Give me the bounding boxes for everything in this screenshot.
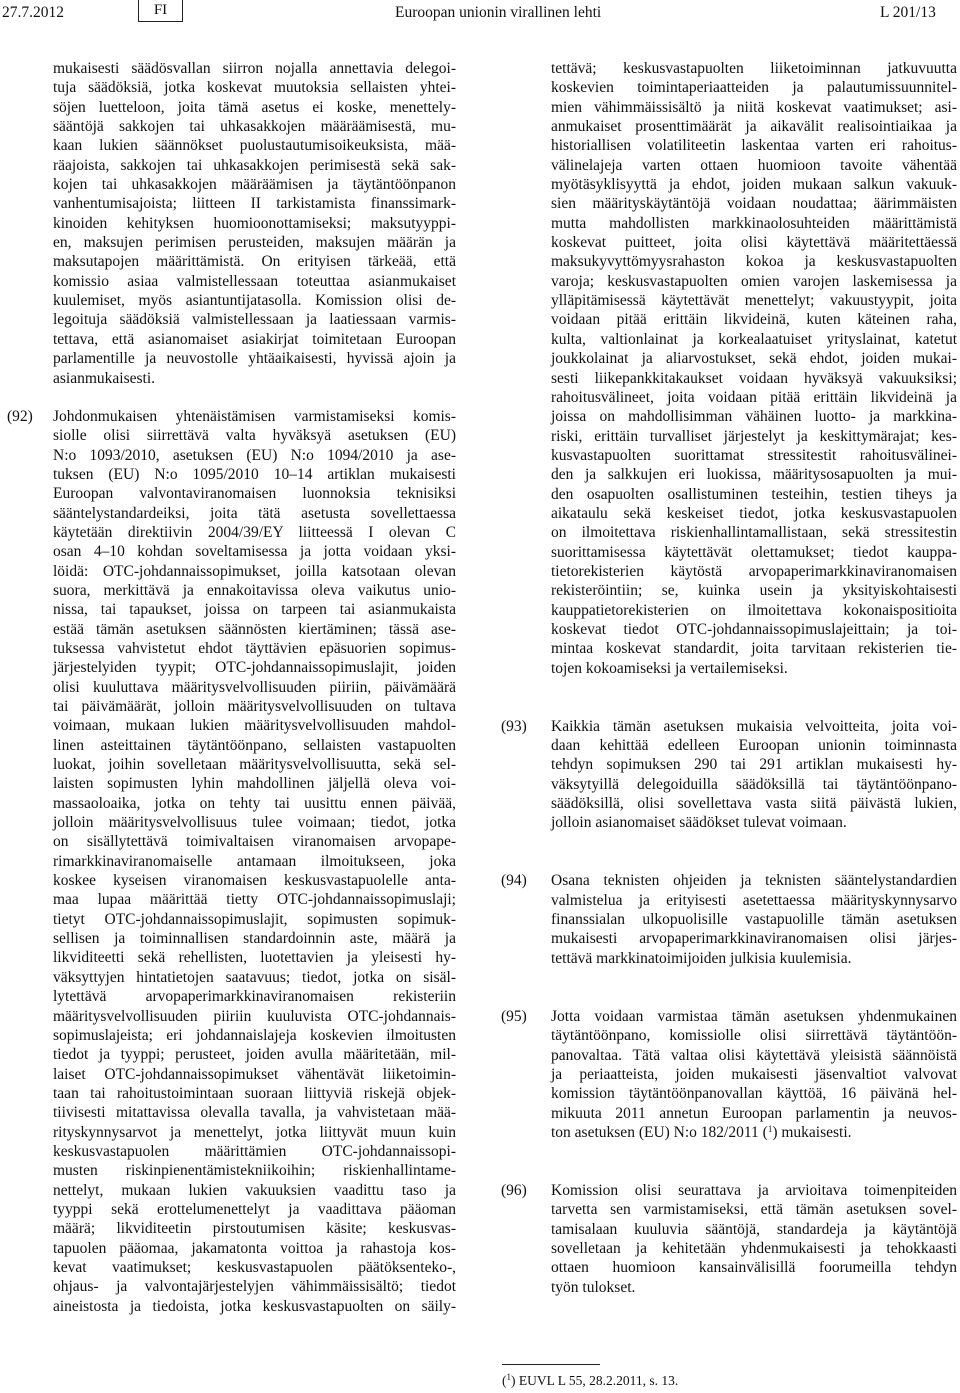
recital-text [53,407,456,1316]
text-line: on ilmoitettava riskienhallintamallistaan, sekä stressitestin [551,524,957,542]
text-line: mintaa koskevat standardit, joita tarvitaan rekisterien tie- [551,640,957,658]
text-line: valmistelua ja erityisesti asetettaessa määrityskynnysarvo [551,891,957,909]
text-line: tettävä; keskusvastapuolten liiketoiminnan jatkuvuutta [551,60,957,77]
text-line: säädöksillä, olisi sovellettava vasta siitä päivästä lukien, [551,795,957,813]
recital-92 [7,407,456,1316]
text-line: tietorekisterien käytöstä arvopaperimarkkinaviranomaisen [551,562,957,580]
text-line: kuulemiset, myös asiantuntijatasolla. Komission olisi de- [53,292,456,310]
text-line: tettävä markkinatoimijoiden julkisia kuulemisia. [551,949,852,967]
text-line: tehdyn sopimuksen 290 tai 291 artiklan mukaisesti hy- [551,756,957,774]
text-line: ylläpitämisessä käytettävät menettelyt; vakuustyypit, joita [551,292,957,310]
text-line: riski, erittäin turvalliset järjestelyt ja keskittymärajat; kes- [551,427,957,445]
text-line: den ja salkkujen eri luokissa, määritysosapuolten ja mui- [551,466,957,484]
language-badge: FI [138,0,183,22]
text-line: koskevien toimintaperiaatteiden ja palautumissuunnitel- [551,79,957,97]
text-line: koskevat tiedot OTC-johdannaissopimuslajeittain; ja toi- [551,620,957,638]
text-line: legoituja säädöksiä valmistellessaan ja laatiessaan varmis- [53,311,456,329]
text-line: söjen luetteloon, joita tämä asetus ei koske, menettely- [53,98,456,116]
text-line: vanhentumisajoista; liitteen II tarkistamista finanssimark- [53,195,456,213]
text-line: koskevat puitteet, joita olisi käytettävä määritettäessä [551,234,957,252]
text-line: osan 4–10 kohdan soveltamisessa ja jotta voidaan yksi- [53,543,456,561]
text-line: daan kehittää edelleen Euroopan unionin toiminnasta [551,737,957,755]
text-line: kinoiden kehityksen huomioonottamiseksi; maksutyyppi- [53,214,456,232]
text-line: panovaltaa. Tätä valtaa olisi käytettävä yleisistä säännöistä [551,1046,957,1064]
text-line: sien määrityskäytäntöjä voidaan noudattaa; äärimmäisten [551,195,957,213]
text-line: Euroopan valvontaviranomaisen luonnoksia teknisiksi [53,485,456,503]
text-line: järjestelyiden tyypit; OTC-johdannaissopimuslajit, joiden [53,659,456,677]
footnote-divider [502,1364,600,1365]
text-line: nissa, tai tapaukset, joissa on tarpeen tai asianmukaista [53,601,456,619]
text-line: maksutapojen määrittämistä. On erityisen tärkeää, että [53,253,456,271]
text-line: tettava, että asianomaiset asiakirjat toimitetaan Euroopan [53,330,456,348]
text-line: tietyt OTC-johdannaissopimuslajit, sopimusten sopimuk- [53,910,456,928]
text-line: linen asteittainen täytäntöönpano, sellaisten vastapuolten [53,736,456,754]
text-line: Osana teknisten ohjeiden ja teknisten sääntelystandardien [551,872,957,890]
text-line: aikataulu sekä keskeiset tiedot, jotka keskusvastapuolen [551,504,957,522]
text-line: mukaisesti säädösvallan siirron nojalla annettavia delegoi- [53,60,456,77]
text-line: Johdonmukaisen yhtenäistämisen varmistamiseksi komis- [53,407,456,425]
recital-text [551,1181,957,1297]
text-line: voimaan, mukaan lukien määritysvelvollisuuden mahdol- [53,717,456,735]
left-column [7,59,456,1316]
text-line: laiset OTC-johdannaissopimukset vähentävät liiketoimin- [53,1065,456,1083]
text-line: tai päivämäärät, jolloin määritysvelvollisuuden on tultava [53,698,456,715]
text-line: nettelyt, mukaan lukien vakuuksien vaadittu taso ja [53,1181,456,1199]
text-line: sellisen ja toiminnallisen standardoinnin aste, määrä ja [53,930,456,948]
recital-number: (93) [501,717,527,735]
journal-title: Euroopan unionin virallinen lehti [395,4,602,21]
text-line: tyyppi sekä erottelumenettelyt ja vaadittava pääoman [53,1200,456,1218]
text-line: den osapuolten osallistuminen testeihin, testien tiheys ja [551,485,957,503]
text-line: myötäsyklisyyttä ja ehdot, joiden mukaan salkun vakuuk- [551,176,957,194]
text-line: sääntöjä sakkojen tai uhkasakkojen määräämisestä, mu- [53,118,456,136]
text-line: voidaan pitää erittäin likvideinä, kuten käteinen raha, [551,311,957,329]
text-line: täytäntöönpano, komissiolle olisi siirrettävä täytäntöön- [551,1027,957,1045]
text-line: käytetään direktiivin 2004/39/EY liitteessä I olevan C [53,523,456,541]
header-date: 27.7.2012 [2,4,64,21]
text-line: kaan lukien säännökset puolustautumisoikeuksista, mää- [53,137,456,155]
text-line: mukaisesti arvopaperimarkkinaviranomaisen olisi järjes- [551,930,957,948]
recital-93 [501,717,957,833]
recital-number: (94) [501,872,527,890]
text-line: tiedot ja tyyppi; perusteet, joiden avulla määritetään, mil- [53,1046,456,1064]
text-line: finanssialan ulkopuolisille vastapuolille tämän asetuksen [551,911,957,929]
text-line: mien vähimmäissisältö ja niitä koskevat vaatimukset; asi- [551,98,957,116]
recital-96 [501,1181,957,1297]
footnote: ($^1$) EUVL L 55, 28.2.2011, s. 13. [502,1372,679,1388]
text-line: likviditeetti sekä rehellisten, luotettavien ja yleisesti hy- [53,949,456,967]
text-line: kulta, valtionlainat ja korkealaatuiset yrityslainat, katetut [551,330,957,348]
text-line: historiallisen volatiliteetin laskentaa varten eri rahoitus- [551,137,957,155]
text-line: tuksen (EU) N:o 1095/2010 10–14 artiklan mukaisesti [53,465,456,483]
text-line: tuja säädöksiä, jotka koskevat muutoksia sellaisten yhtei- [53,79,456,97]
text-line: kauppatietorekisterien on ilmoitettava kokonaispositioita [551,601,957,619]
recital-94 [501,871,957,968]
text-line: väksytyillä delegoiduilla säädöksillä tai täytäntöönpano- [551,775,957,793]
text-line: jolloin asianomaiset säädökset tulevat voimaan. [551,814,847,832]
text-line: ohjaus- ja valvontajärjestelyjen vähimmäissisältö; tiedot [53,1278,456,1296]
text-line: suora, merkittävä ja ennakoitavissa oleva vaikutus unio- [53,581,456,599]
text-line: maa lupaa määrittää tietty OTC-johdannaissopimuslaji; [53,891,456,909]
recital-text [551,871,957,968]
text-line: tuksessa vahvistetut ehdot täyttävien epäsuorien sopimus- [53,639,456,657]
text-line: mutta mahdollisten markkinaolosuhteiden määrittämistä [551,214,957,232]
text-line: työn tulokset. [551,1278,636,1296]
text-line: N:o 1093/2010, asetuksen (EU) N:o 1094/2010 ja ase- [53,446,456,464]
text-line: sesti liikepankkitakaukset voidaan hyväksyä vakuuksiksi; [551,369,957,387]
text-line: aineistosta ja tiedoista, jotka keskusvastapuolten on säily- [53,1297,456,1315]
text-line: Komission olisi seurattava ja arvioitava toimenpiteiden [551,1181,957,1199]
text-line: on sisällytettävä toimivaltaisen viranomaisen arvopape- [53,833,456,851]
text-line: siolle olisi siirrettävä valta hyväksyä asetuksen (EU) [53,427,456,445]
text-line: kojen tai uhkasakkojen määräämisen ja täytäntöönpanon [53,176,456,194]
text-line: varoja; keskusvastapuolten omien varojen laskemisessa ja [551,272,957,290]
text-line: joukkolainat ja aliarvostukset, sekä ehdot, joiden mukai- [551,350,957,368]
text-line: sopimuslajeista; eri johdannaislajeja koskevien ilmoitusten [53,1026,456,1044]
right-column [501,59,957,1297]
text-line: suorittamisessa käytettävät olettamukset; tiedot kauppa- [551,543,957,561]
text-line: Kaikkia tämän asetuksen mukaisia velvoitteita, joita voi- [551,717,957,735]
text-line: laisten sopimusten lyhin mahdollinen jäljellä oleva voi- [53,775,456,793]
page-header [0,0,960,30]
text-line: lytettävä arvopaperimarkkinaviranomaisen rekisteriin [53,988,456,1006]
text-line: komission täytäntöönpanovallan käyttöä, 16 päivänä hel- [551,1085,957,1103]
text-line: en, maksujen perimisen perusteiden, maksujen määrän ja [53,234,456,252]
text-line: Jotta voidaan varmistaa tämän asetuksen yhdenmukainen [551,1007,957,1025]
text-line: rityskynnysarvot ja menettelyt, jotka liittyvät muun kuin [53,1123,456,1141]
recital-text [551,717,957,833]
text-line: jolloin määritysvelvollisuus tulee voimaan; tiedot, jotka [53,814,456,832]
text-line: rahoitusvälineet, joita voidaan pitää erittäin likvideinä ja [551,388,957,406]
text-line: musten riskinpienentämistekniikoihin; riskienhallintame- [53,1162,456,1180]
text-line: ottaen huomioon kansainvälisillä foorumeilla tehdyn [551,1259,957,1277]
text-line: tarvetta sen varmistamiseksi, että tämän asetuksen sovel- [551,1201,957,1219]
text-line: mikuuta 2011 annetun Euroopan parlamentin ja neuvos- [551,1104,957,1122]
text-line: tamisalaan kuuluvia sääntöjä, standardeja ja käytäntöjä [551,1220,957,1238]
text-line: komissio asiaa valmistellessaan toteuttaa asianmukaiset [53,272,456,290]
text-line: kusvastapuolten suorittamat stressitestit rahoitusvälinei- [551,446,957,464]
text-line: olisi kuuluttava määritysvelvollisuuden piiriin, päivämäärä [53,678,456,696]
recital-number: (95) [501,1007,527,1025]
recital-95 [501,1007,957,1142]
text-line: väksyttyjen hintatietojen saatavuus; tiedot, jotka on sisäl- [53,968,456,986]
footnote-ref[interactable]: 1 [767,1123,773,1134]
continued-paragraph-left [53,59,456,388]
recital-number: (92) [7,407,33,425]
text-line: sääntelystandardeiksi, joita tätä asetusta sovellettaessa [53,504,456,522]
text-line: ton asetuksen (EU) N:o 182/2011 ($^1$) mukaisesti. [551,1123,852,1141]
text-line: sovelletaan ja kehitetään yhdenmukaisesti ja tehokkaasti [551,1239,957,1257]
text-line: räajoista, sakkojen tai uhkasakkojen perimisestä sekä sak- [53,156,456,174]
text-line: rekisteröintiin; se, kuinka usein ja yksityiskohtaisesti [551,582,957,600]
text-line: tojen kokoamiseksi ja vertailemiseksi. [551,659,788,677]
text-line: luokat, joihin sovelletaan määritysvelvollisuutta, sekä sel- [53,756,456,774]
text-line: löidä: OTC-johdannaissopimukset, joilla katsotaan olevan [53,562,456,580]
text-line: anmukaiset prosenttimäärät ja aikavälit realisointiaikaa ja [551,118,957,136]
text-line: ja periaatteista, joiden mukaisesti jäsenvaltiot valvovat [551,1065,957,1083]
text-line: välinelajeja varten ottaen huomioon tavoite vähentää [551,156,957,174]
text-line: määrä; likviditeetin pirstoutumisen käsite; keskusvas- [53,1220,456,1238]
text-line: parlamentille ja neuvostolle yhtäaikaisesti, hyvissä ajoin ja [53,350,456,368]
text-line: keskusvastapuolen määrittämien OTC-johdannaissopi- [53,1142,456,1160]
page-reference: L 201/13 [880,4,936,21]
text-line: joissa on mahdollisimman vähäinen luotto- ja markkina- [551,408,957,426]
text-line: tapuolen pääomaa, jakamatonta voittoa ja rahastoja kos- [53,1239,456,1257]
text-line: taan tai rahoitustoimintaan suoraan liittyviä riskejä objek- [53,1084,456,1102]
text-line: estää tämän asetuksen säännösten kiertäminen; tässä ase- [53,620,456,638]
recital-number: (96) [501,1181,527,1199]
text-line: kevat vaatimukset; keskusvastapuolen päätöksenteko-, [53,1258,456,1276]
text-line: massaoloaika, jotka on tehty tai uusittu ennen päivää, [53,794,456,812]
text-line: koskee kyseisen viranomaisen keskusvastapuolelle anta- [53,872,456,890]
recital-text [551,1007,957,1123]
text-line: asianmukaisesti. [53,369,156,387]
continued-paragraph-right [551,59,957,678]
text-line: rimarkkinaviranomaiselle antamaan ilmoitukseen, joka [53,852,456,870]
text-line: määritysvelvollisuuden piiriin kuuluvista OTC-johdannais- [53,1007,456,1025]
text-line: maksukyvyttömyysrahaston kokoa ja keskusvastapuolten [551,253,957,271]
text-line: tiivisesti mitattavissa olevalla tavalla, ja vahvistetaan mää- [53,1104,456,1122]
footnote-marker: 1 [506,1372,511,1382]
